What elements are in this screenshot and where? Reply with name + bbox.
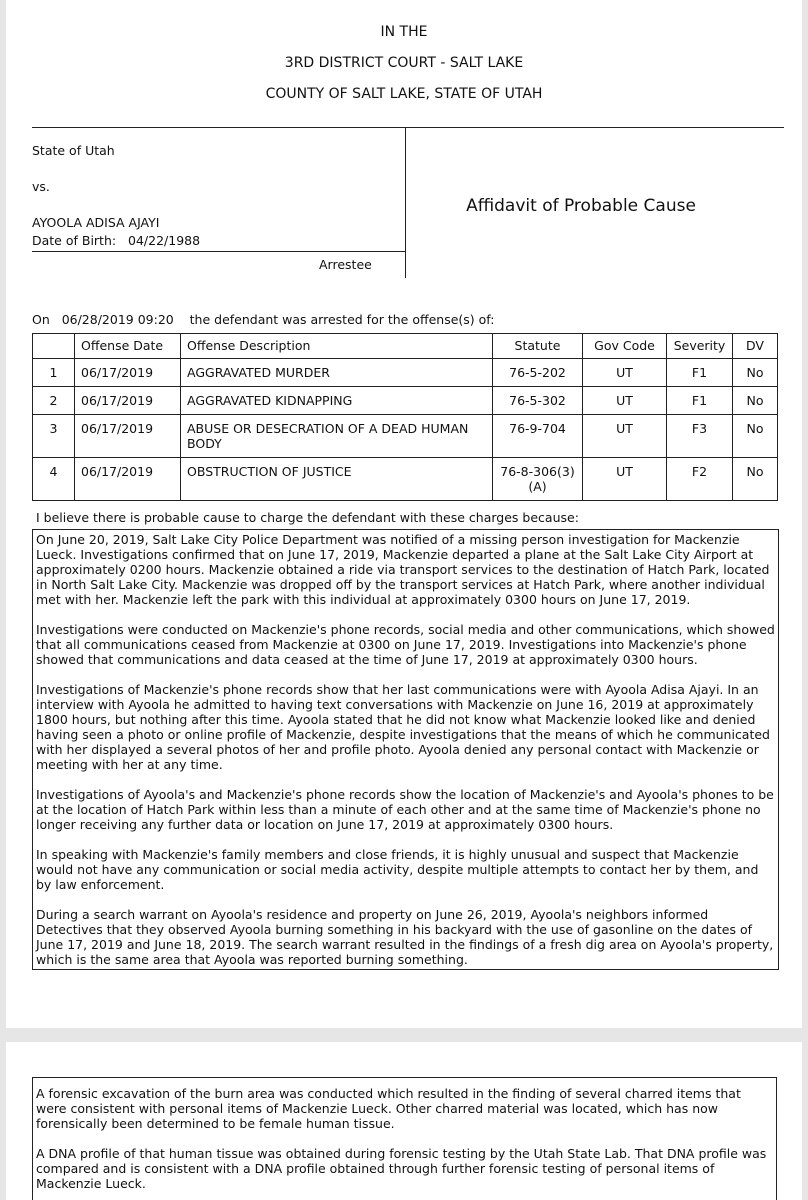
table-row [33,359,778,387]
row-date: 06/17/2019 [75,458,181,501]
row-statute: 76-9-704 [493,415,583,458]
court-header-line-1: IN THE [380,24,428,40]
row-statute: 76-5-302 [493,387,583,415]
row-date: 06/17/2019 [75,387,181,415]
document-page-1 [6,0,802,1028]
row-severity: F1 [667,387,733,415]
table-row [33,458,778,501]
probable-cause-intro: I believe there is probable cause to charge the defendant with these charges because: [36,510,579,525]
offense-table [32,333,778,501]
header-num [33,334,75,359]
row-gov-code: UT [583,415,667,458]
narrative-paragraph: A forensic excavation of the burn area was conducted which resulted in the finding of several charred items that were consistent with personal items of Mackenzie Lueck. Other charred material was located, which has now forensically been determined to be female human tissue. [36,1086,741,1131]
header-statute: Statute [493,334,583,359]
header-offense-description: Offense Description [181,334,493,359]
row-date: 06/17/2019 [75,415,181,458]
narrative-paragraph: Investigations were conducted on Mackenzie's phone records, social media and other communications, which showed that all communications ceased from Mackenzie at 0300 on June 17, 2019. Investigations into Mackenzie's phone showed that communications and data ceased at the time of June 17, 2019 at approximately 0300 hours. [36,622,775,667]
dob-value: 04/22/1988 [128,233,201,248]
narrative-paragraph: On June 20, 2019, Salt Lake City Police Department was notified of a missing person investigation for Mackenzie Lueck. Investigations confirmed that on June 17, 2019, Mackenzie departed a plane at the Salt Lake City Airport at approximately 0200 hours. Mackenzie obtained a ride via transport services to the destination of Hatch Park, located in North Salt Lake City. Mackenzie was dropped off by the transport services at Hatch Park, where another individual met with her. Mackenzie left the park with this individual at approximately 0300 hours on June 17, 2019. [36,532,770,607]
row-date: 06/17/2019 [75,359,181,387]
arrest-text: the defendant was arrested for the offense(s) of: [189,312,495,327]
row-severity: F3 [667,415,733,458]
probable-cause-narrative-continued [32,1077,777,1200]
document-title: Affidavit of Probable Cause [466,196,696,216]
row-gov-code: UT [583,387,667,415]
caption-divider-top [32,127,784,128]
dob-label: Date of Birth: [32,233,117,248]
row-gov-code: UT [583,359,667,387]
row-dv: No [733,458,778,501]
row-description: OBSTRUCTION OF JUSTICE [181,458,493,501]
row-gov-code: UT [583,458,667,501]
row-statute: 76-5-202 [493,359,583,387]
arrest-datetime: 06/28/2019 09:20 [61,312,174,327]
narrative-paragraph: A DNA profile of that human tissue was obtained during forensic testing by the Utah State Lab. That DNA profile was compared and is consistent with a DNA profile obtained through further forensic testing of personal items of Mackenzie Lueck. [36,1146,767,1191]
row-num: 3 [33,415,75,458]
row-statute: 76-8-306(3)(A) [493,458,583,501]
arrest-on-label: On [32,312,50,327]
header-gov-code: Gov Code [583,334,667,359]
header-severity: Severity [667,334,733,359]
table-row [33,387,778,415]
row-dv: No [733,415,778,458]
row-description: ABUSE OR DESECRATION OF A DEAD HUMAN BODY [181,415,493,458]
row-num: 2 [33,387,75,415]
narrative-paragraph: Investigations of Mackenzie's phone records show that her last communications were with Ayoola Adisa Ajayi. In an interview with Ayoola he admitted to having text conversations with Mackenzie on June 16, 2019 at approximately 1800 hours, but nothing after this time. Ayoola stated that he did not know what Mackenzie looked like and denied having seen a photo or online profile of Mackenzie, despite investigations that the means of which he communicated with her displayed a several photos of her and profile photo. Ayoola denied any personal contact with Mackenzie or meeting with her at any time. [36,682,770,772]
arrestee-label: Arrestee [319,257,372,272]
caption-divider-bottom [32,251,405,252]
court-header-line-2: 3RD DISTRICT COURT - SALT LAKE [284,55,524,71]
offense-table-header [33,334,778,359]
row-dv: No [733,359,778,387]
versus-label: vs. [32,179,50,194]
table-row [33,415,778,458]
arrest-statement [32,312,494,327]
row-description: AGGRAVATED MURDER [181,359,493,387]
row-severity: F2 [667,458,733,501]
header-dv: DV [733,334,778,359]
narrative-paragraph: During a search warrant on Ayoola's residence and property on June 26, 2019, Ayoola's neighbors informed Detectives that they observed Ayoola burning something in his backyard with the use of gasonline on the dates of June 17, 2019 and June 18, 2019. The search warrant resulted in the findings of a fresh dig area on Ayoola's property, which is the same area that Ayoola was reported burning something. [36,907,774,967]
narrative-paragraph: Investigations of Ayoola's and Mackenzie's phone records show the location of Mackenzie's and Ayoola's phones to be at the location of Hatch Park within less than a minute of each other and at the same time of Mackenzie's phone no longer receiving any further data or location on June 17, 2019 at approximately 0300 hours. [36,787,774,832]
date-of-birth [32,233,200,248]
court-header-line-3: COUNTY OF SALT LAKE, STATE OF UTAH [265,86,543,102]
row-dv: No [733,387,778,415]
header-offense-date: Offense Date [75,334,181,359]
plaintiff-name: State of Utah [32,143,115,158]
document-page-2 [6,1042,802,1200]
row-num: 4 [33,458,75,501]
row-num: 1 [33,359,75,387]
row-severity: F1 [667,359,733,387]
row-description: AGGRAVATED KIDNAPPING [181,387,493,415]
narrative-paragraph: In speaking with Mackenzie's family members and close friends, it is highly unusual and suspect that Mackenzie would not have any communication or social media activity, despite multiple attempts to contact her by them, and by law enforcement. [36,847,759,892]
defendant-name: AYOOLA ADISA AJAYI [32,215,160,230]
probable-cause-narrative [32,529,779,970]
